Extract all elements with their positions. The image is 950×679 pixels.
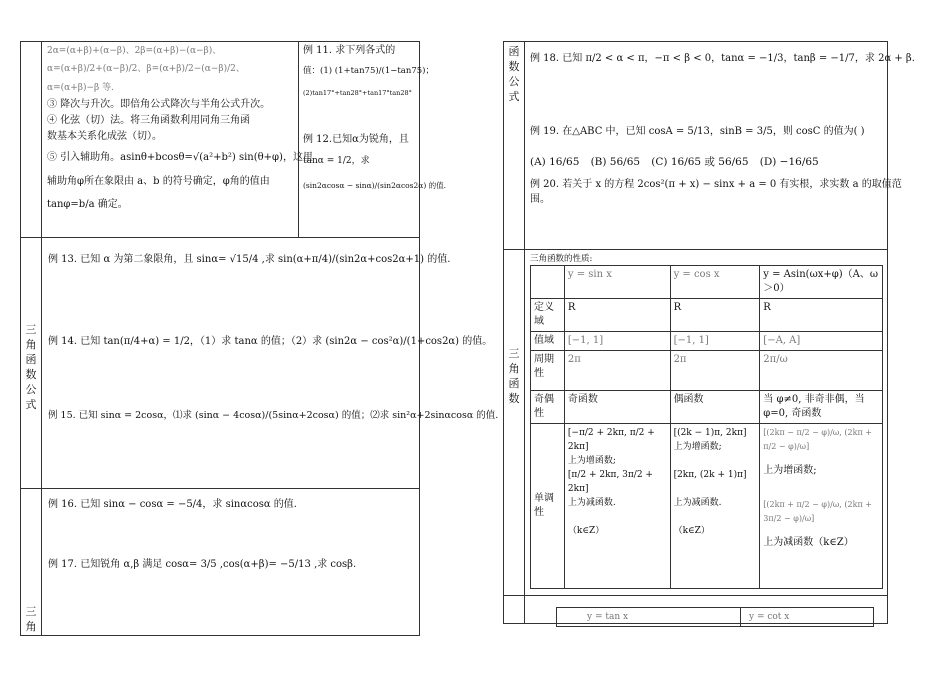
- right-side-divider: [524, 41, 525, 624]
- example-16: 例 16. 已知 sinα − cosα = −5/4，求 sinαcosα 的值.: [48, 499, 297, 510]
- mono-cos-5: （k∈Z）: [673, 526, 710, 536]
- formula-line-4: ③ 降次与升次。即倍角公式降次与半角公式升次。: [47, 99, 271, 110]
- example-18: 例 18. 已知 π/2 < α < π，−π < β < 0，tanα = −1/3，tanβ = −1/7，求 2α + β.: [530, 53, 915, 64]
- cell-parity-cos: 偶函数: [670, 391, 760, 424]
- cell-parity-sin: 奇函数: [564, 391, 670, 424]
- ex12-line3: (sin2αcosα − sinα)/(sin2αcos2α) 的值.: [303, 181, 447, 190]
- row-label-monotonic: 单调性: [531, 424, 565, 589]
- mono-cos-4: 上为减函数.: [673, 498, 722, 508]
- left-row-divider-1: [20, 237, 420, 238]
- header-tan: y = tan x: [557, 608, 741, 627]
- mono-cos-2: 上为增函数;: [673, 442, 722, 452]
- left-col-divider: [298, 41, 299, 237]
- mono-sin-1: [−π/2 + 2kπ, π/2 + 2kπ]: [567, 428, 655, 452]
- mono-cos-3: [2kπ, (2k + 1)π]: [673, 470, 747, 480]
- mono-sin-5: （k∈Z）: [567, 526, 605, 536]
- header-sin: y = sin x: [564, 266, 670, 299]
- right-row-divider-2: [503, 595, 888, 596]
- side-label-right: 三 角 函 数: [508, 347, 520, 405]
- row-label-period: 周期性: [531, 351, 565, 391]
- formula-line-9: tanφ=b/a 确定。: [47, 199, 128, 210]
- header-blank: [531, 266, 565, 299]
- table-caption: 三角函数的性质:: [530, 254, 593, 264]
- left-side-divider: [41, 41, 42, 636]
- example-15: 例 15. 已知 sinα = 2cosα，⑴求 (sinα − 4cosα)/(5sinα+2cosα) 的值；⑵求 sin²α+2sinαcosα 的值.: [48, 410, 499, 421]
- table-row: [531, 351, 883, 391]
- side-label-right-top: 函 数 公 式: [508, 45, 520, 103]
- example-11: [303, 43, 434, 103]
- ex19-option-c: (C) 16/65 或 56/65: [651, 156, 749, 168]
- header-cos: y = cos x: [670, 266, 760, 299]
- side-label-left-bottom: 三 角: [25, 605, 37, 633]
- table-row: [531, 332, 883, 351]
- mono-a-3: [(2kπ + π/2 − φ)/ω, (2kπ + 3π/2 − φ)/ω]: [763, 500, 872, 523]
- cell-range-asin: [−A, A]: [760, 332, 883, 351]
- example-19-options: [530, 154, 819, 170]
- example-12: [303, 132, 447, 198]
- formula-line-2: α=(α+β)/2+(α−β)/2、β=(α+β)/2−(α−β)/2、: [47, 64, 245, 74]
- cell-range-sin: [−1, 1]: [564, 332, 670, 351]
- right-row-divider-1: [503, 249, 888, 250]
- mono-a-1: [(2kπ − π/2 − φ)/ω, (2kπ + π/2 − φ)/ω]: [763, 428, 872, 451]
- cell-range-cos: [−1, 1]: [670, 332, 760, 351]
- cell-domain-asin: R: [760, 299, 883, 332]
- example-19-stem: 例 19. 在△ABC 中，已知 cosA = 5/13，sinB = 3/5，则 cosC 的值为( ): [530, 126, 865, 137]
- cell-period-cos: 2π: [670, 351, 760, 391]
- ex11-line1: 值：(1) (1+tan75)/(1−tan75)；: [303, 66, 434, 76]
- example-14: 例 14. 已知 tan(π/4+α) = 1/2，（1）求 tanα 的值；（2）求 (sin2α − cos²α)/(1+cos2α) 的值。: [48, 336, 493, 347]
- row-label-range: 值域: [531, 332, 565, 351]
- formula-line-6: 数基本关系化成弦（切）。: [47, 131, 162, 142]
- formula-line-8: 辅助角φ所在象限由 a、b 的符号确定，φ角的值由: [47, 176, 270, 187]
- ex12-line2: tanα = 1/2，求: [303, 156, 370, 166]
- cell-parity-asin: 当 φ≠0, 非奇非偶，当 φ=0, 奇函数: [760, 391, 883, 424]
- cell-mono-cos: [670, 424, 760, 589]
- formula-line-3: α=(α+β)−β 等.: [47, 83, 114, 93]
- cell-period-sin: 2π: [564, 351, 670, 391]
- ex19-option-d: (D) −16/65: [759, 156, 819, 168]
- header-asin: y = Asin(ωx+φ)（A、ω＞0）: [760, 266, 883, 299]
- side-label-left: 三 角 函 数 公 式: [25, 323, 37, 411]
- ex11-line2: (2)tan17°+tan28°+tan17°tan28°: [303, 89, 412, 97]
- example-20-line1: 例 20. 若关于 x 的方程 2cos²(π + x) − sinx + a = 0 有实根，求实数 a 的取值范: [530, 179, 902, 190]
- ex19-option-a: (A) 16/65: [530, 156, 580, 168]
- left-row-divider-2: [20, 488, 420, 489]
- cell-mono-sin: [564, 424, 670, 589]
- row-label-domain: 定义域: [531, 299, 565, 332]
- row-label-parity: 奇偶性: [531, 391, 565, 424]
- cell-domain-sin: R: [564, 299, 670, 332]
- ex11-title: 例 11. 求下列各式的: [303, 45, 396, 56]
- example-13: 例 13. 已知 α 为第二象限角，且 sinα= √15/4 ,求 sin(α+π/4)/(sin2α+cos2α+1) 的值.: [48, 254, 451, 265]
- ex12-line1: 例 12.已知α为锐角，且: [303, 134, 409, 145]
- mono-sin-4: 上为减函数.: [567, 498, 616, 508]
- ex19-option-b: (B) 56/65: [590, 156, 641, 168]
- mono-a-4: 上为减函数（k∈Z）: [763, 537, 854, 548]
- table-row: [531, 424, 883, 589]
- mono-sin-3: [π/2 + 2kπ, 3π/2 + 2kπ]: [567, 470, 653, 494]
- header-cot: y = cot x: [741, 608, 874, 627]
- example-17: 例 17. 已知锐角 α,β 满足 cosα= 3/5 ,cos(α+β)= −5/13 ,求 cosβ.: [48, 559, 357, 570]
- mono-sin-2: 上为增函数;: [567, 456, 616, 466]
- properties-table: [530, 265, 883, 589]
- mono-cos-1: [(2k − 1)π, 2kπ]: [673, 428, 747, 438]
- table-header-row: [531, 266, 883, 299]
- table-row: [531, 391, 883, 424]
- mono-a-2: 上为增函数;: [763, 465, 817, 476]
- formula-line-7: ⑤ 引入辅助角。asinθ+bcosθ=√(a²+b²) sin(θ+φ)，这里: [47, 152, 313, 163]
- table-row: [531, 299, 883, 332]
- tan-cot-table: [556, 607, 874, 627]
- cell-domain-cos: R: [670, 299, 760, 332]
- formula-line-1: 2α=(α+β)+(α−β)、2β=(α+β)−(α−β)、: [47, 46, 222, 56]
- example-20-line2: 围。: [530, 194, 550, 205]
- formula-block: [47, 43, 313, 217]
- cell-mono-asin: [760, 424, 883, 589]
- formula-line-5: ④ 化弦（切）法。将三角函数利用同角三角函: [47, 115, 251, 126]
- cell-period-asin: 2π/ω: [760, 351, 883, 391]
